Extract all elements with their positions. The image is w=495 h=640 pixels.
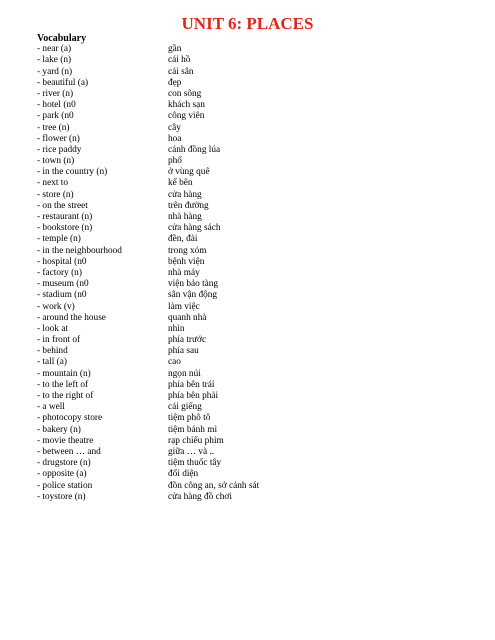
vocab-meaning: nhìn bbox=[168, 323, 185, 334]
vocab-term: - in front of bbox=[37, 335, 81, 346]
vocab-meaning: quanh nhà bbox=[168, 312, 207, 323]
vocab-term: - bookstore (n) bbox=[37, 223, 93, 234]
vocab-term: - park (n0 bbox=[37, 111, 74, 122]
vocab-meaning: giữa … và .. bbox=[168, 446, 215, 457]
vocab-meaning: đẹp bbox=[168, 77, 182, 88]
vocab-row bbox=[37, 369, 259, 380]
vocab-row bbox=[37, 134, 259, 145]
vocab-meaning: kế bên bbox=[168, 178, 193, 189]
vocab-term: - photocopy store bbox=[37, 413, 103, 424]
vocab-row bbox=[37, 89, 259, 100]
vocab-row bbox=[37, 335, 259, 346]
vocab-term: - near (a) bbox=[37, 44, 72, 55]
vocab-term: - toystore (n) bbox=[37, 491, 86, 502]
vocab-row bbox=[37, 234, 259, 245]
vocab-meaning: con sông bbox=[168, 88, 202, 99]
vocab-term: - police station bbox=[37, 480, 93, 491]
vocab-meaning: nhà hàng bbox=[168, 212, 202, 222]
vocab-row bbox=[37, 123, 259, 134]
vocab-term: - bakery (n) bbox=[37, 424, 81, 435]
vocab-row bbox=[37, 279, 259, 290]
vocab-row bbox=[37, 178, 259, 189]
page-title: UNIT 6: PLACES bbox=[181, 14, 314, 33]
vocab-row bbox=[37, 268, 259, 279]
vocab-term: - mountain (n) bbox=[37, 368, 91, 379]
vocab-term: - store (n) bbox=[37, 189, 74, 200]
vocab-row bbox=[37, 469, 259, 480]
vocab-meaning: tiệm phô tô bbox=[168, 413, 211, 424]
vocab-meaning: đền, đài bbox=[168, 234, 198, 245]
vocab-row bbox=[37, 447, 259, 458]
vocab-row bbox=[37, 380, 259, 391]
vocab-meaning: phố bbox=[168, 156, 182, 167]
vocab-term: - next to bbox=[37, 178, 68, 189]
vocab-term: - opposite (a) bbox=[37, 469, 87, 480]
vocab-meaning: công viên bbox=[168, 111, 205, 122]
vocab-term: - museum (n0 bbox=[37, 279, 89, 290]
vocabulary-list bbox=[37, 44, 259, 503]
vocab-meaning: sân vận động bbox=[168, 290, 218, 301]
vocab-row bbox=[37, 391, 259, 402]
vocab-meaning: cánh đồng lúa bbox=[168, 144, 221, 155]
vocab-term: - town (n) bbox=[37, 156, 75, 167]
vocab-meaning: cửa hàng sách bbox=[168, 223, 221, 234]
vocab-term: - in the neighbourhood bbox=[37, 245, 122, 256]
vocab-term: - look at bbox=[37, 323, 68, 334]
vocab-term: - work (v) bbox=[37, 301, 75, 312]
vocab-row bbox=[37, 223, 259, 234]
vocab-row bbox=[37, 346, 259, 357]
vocab-meaning: nhà máy bbox=[168, 267, 200, 278]
vocab-meaning: đồn công an, sở cảnh sát bbox=[168, 480, 260, 491]
vocab-term: - a well bbox=[37, 402, 65, 413]
vocab-row bbox=[37, 290, 259, 301]
vocab-term: - behind bbox=[37, 346, 68, 357]
vocab-row bbox=[37, 145, 259, 156]
vocab-row bbox=[37, 436, 259, 447]
vocab-term: - beautiful (a) bbox=[37, 77, 89, 88]
vocab-term: - river (n) bbox=[37, 88, 74, 99]
vocab-row bbox=[37, 212, 259, 223]
vocab-row bbox=[37, 324, 259, 335]
vocab-meaning: cao bbox=[168, 357, 181, 368]
vocab-meaning: đối diện bbox=[168, 469, 199, 480]
vocab-row bbox=[37, 357, 259, 368]
vocab-row bbox=[37, 313, 259, 324]
vocab-term: - movie theatre bbox=[37, 435, 94, 446]
vocab-term: - yard (n) bbox=[37, 66, 73, 77]
vocab-term: - to the right of bbox=[37, 391, 94, 401]
vocab-term: - rice paddy bbox=[37, 144, 82, 155]
vocab-term: - around the house bbox=[37, 312, 106, 323]
vocab-meaning: rạp chiếu phim bbox=[168, 435, 224, 446]
vocab-meaning: cửa hàng đồ chơi bbox=[168, 491, 232, 502]
vocab-row bbox=[37, 78, 259, 89]
vocab-meaning: phía trước bbox=[168, 335, 207, 346]
vocab-meaning: phía sau bbox=[168, 346, 199, 357]
vocab-meaning: ngọn núi bbox=[168, 368, 201, 379]
vocab-row bbox=[37, 111, 259, 122]
vocab-term: - flower (n) bbox=[37, 133, 80, 144]
vocab-term: - restaurant (n) bbox=[37, 212, 93, 222]
vocab-term: - drugstore (n) bbox=[37, 458, 91, 469]
vocab-meaning: cái hồ bbox=[168, 55, 191, 66]
vocab-meaning: ở vùng quê bbox=[168, 167, 210, 178]
vocab-row bbox=[37, 492, 259, 503]
vocab-meaning: tiệm thuốc tây bbox=[168, 458, 222, 469]
vocab-row bbox=[37, 402, 259, 413]
vocab-meaning: cửa hàng bbox=[168, 189, 202, 200]
vocab-term: - on the street bbox=[37, 200, 88, 211]
vocab-meaning: trên đường bbox=[168, 200, 209, 211]
vocab-term: - temple (n) bbox=[37, 234, 81, 245]
vocab-meaning: cái sân bbox=[168, 66, 194, 77]
vocab-row bbox=[37, 413, 259, 424]
vocab-meaning: tiệm bánh mì bbox=[168, 424, 218, 435]
vocab-meaning: viện bảo tàng bbox=[168, 279, 219, 290]
vocab-term: - tall (a) bbox=[37, 357, 67, 368]
vocab-row bbox=[37, 167, 259, 178]
vocab-meaning: khách sạn bbox=[168, 100, 205, 111]
vocab-term: - hotel (n0 bbox=[37, 100, 76, 111]
vocab-meaning: làm việc bbox=[168, 301, 200, 312]
vocab-row bbox=[37, 156, 259, 167]
vocab-meaning: phía bên phải bbox=[168, 391, 219, 401]
vocab-term: - lake (n) bbox=[37, 55, 72, 66]
vocab-row bbox=[37, 190, 259, 201]
vocab-term: - in the country (n) bbox=[37, 167, 108, 178]
vocab-term: - factory (n) bbox=[37, 267, 82, 278]
vocab-meaning: trong xóm bbox=[168, 245, 207, 256]
vocab-row bbox=[37, 257, 259, 268]
vocab-meaning: cây bbox=[168, 122, 181, 133]
vocab-meaning: hoa bbox=[168, 133, 182, 144]
vocab-term: - tree (n) bbox=[37, 122, 70, 133]
vocab-term: - stadium (n0 bbox=[37, 290, 87, 301]
vocab-row bbox=[37, 425, 259, 436]
vocab-row bbox=[37, 100, 259, 111]
vocab-row bbox=[37, 44, 259, 55]
vocab-row bbox=[37, 246, 259, 257]
vocab-row bbox=[37, 67, 259, 78]
vocab-row bbox=[37, 458, 259, 469]
vocab-row bbox=[37, 302, 259, 313]
vocab-meaning: phía bên trái bbox=[168, 379, 215, 390]
vocab-term: - to the left of bbox=[37, 379, 89, 390]
vocab-meaning: bệnh viện bbox=[168, 256, 205, 267]
vocab-row bbox=[37, 201, 259, 212]
section-heading: Vocabulary bbox=[37, 33, 87, 44]
vocab-term: - hospital (n0 bbox=[37, 256, 87, 267]
vocab-meaning: cái giếng bbox=[168, 402, 202, 413]
vocab-row bbox=[37, 481, 259, 492]
vocab-meaning: gần bbox=[168, 44, 182, 55]
vocab-row bbox=[37, 55, 259, 66]
vocab-term: - between … and bbox=[37, 446, 101, 457]
